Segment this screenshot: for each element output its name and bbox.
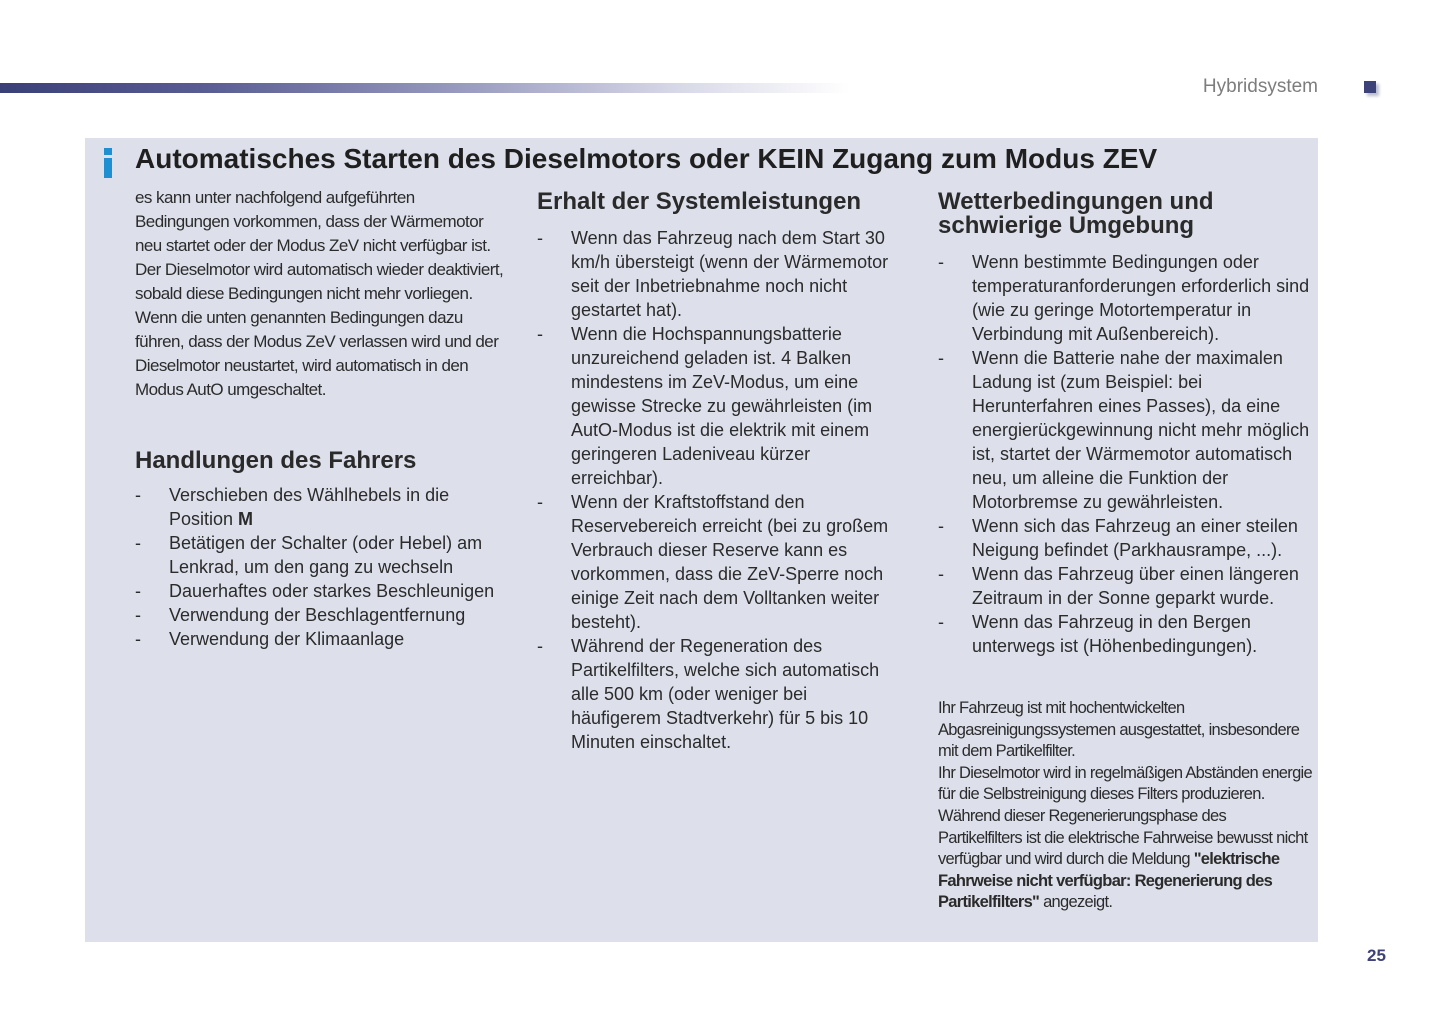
section-marker-square [1364, 81, 1376, 93]
list-item: - Wenn sich das Fahrzeug an einer steilen Neigung befindet (Parkhausrampe, ...). [938, 514, 1313, 562]
warning-message: "elektrische Fahrweise nicht verfügbar: Regenerierung des Partikelfilters" [938, 850, 1280, 912]
list-item: - Dauerhaftes oder starkes Beschleunigen [135, 579, 505, 603]
list-item: - Verschieben des Wählhebels in die Position M [135, 483, 505, 531]
list-item: - Verwendung der Beschlagentfernung [135, 603, 505, 627]
note-paragraph: Während dieser Regenerierungsphase des Partikelfilters ist die elektrische Fahrweise bewusst nicht verfügbar und wird durch die Meldung "elektrische Fahrweise nicht verfügbar: Regenerierung des Partikelfilters" angezeigt. [938, 806, 1308, 912]
column-weather [938, 186, 1313, 914]
page-number: 25 [1367, 946, 1386, 965]
heading-driver-actions: Handlungen des Fahrers [135, 447, 417, 474]
list-item: - Verwendung der Klimaanlage [135, 627, 505, 651]
section-title: Hybridsystem [1202, 76, 1318, 97]
list-item: - Wenn das Fahrzeug in den Bergen unterwegs ist (Höhenbedingungen). [938, 610, 1313, 658]
list-item: - Wenn das Fahrzeug über einen längeren Zeitraum in der Sonne geparkt wurde. [938, 562, 1313, 610]
note-paragraph: Ihr Dieselmotor wird in regelmäßigen Abständen energie für die Selbstreinigung dieses Filters produzieren. [938, 763, 1312, 804]
intro-paragraph: Der Dieselmotor wird automatisch wieder deaktiviert, sobald diese Bedingungen nicht mehr vorliegen. [135, 260, 504, 303]
list-item: - Wenn das Fahrzeug nach dem Start 30 km/h übersteigt (wenn der Wärmemotor seit der Inbetriebnahme noch nicht gestartet hat). [537, 226, 902, 322]
weather-list [938, 250, 1313, 658]
intro-paragraph: Wenn die unten genannten Bedingungen dazu führen, dass der Modus ZeV verlassen wird und der Dieselmotor neustartet, wird automatisch in den Modus AutO umgeschaltet. [135, 308, 499, 399]
particle-filter-note [938, 698, 1313, 914]
note-paragraph: Ihr Fahrzeug ist mit hochentwickelten Abgasreinigungssystemen ausgestattet, insbesondere mit dem Partikelfilter. [938, 699, 1300, 761]
list-item: - Betätigen der Schalter (oder Hebel) am Lenkrad, um den gang zu wechseln [135, 531, 505, 579]
info-icon [101, 148, 115, 178]
page-title: Automatisches Starten des Dieselmotors oder KEIN Zugang zum Modus ZEV [135, 143, 1158, 174]
list-item: - Wenn die Hochspannungsbatterie unzureichend geladen ist. 4 Balken mindestens im ZeV-Modus, um eine gewisse Strecke zu gewährleisten (im AutO-Modus ist die elektrik mit einem geringeren Ladeniveau kürzer erreichbar). [537, 322, 902, 490]
list-item: - Wenn die Batterie nahe der maximalen Ladung ist (zum Beispiel: bei Herunterfahren eines Passes), da eine energierückgewinnung nicht mehr möglich ist, startet der Wärmemotor automatisch neu, um alleine die Funktion der Motorbremse zu gewährleisten. [938, 346, 1313, 514]
column-conditions [135, 186, 505, 651]
list-item: - Wenn bestimmte Bedingungen oder temperaturanforderungen erforderlich sind (wie zu geringe Motortemperatur in Verbindung mit Außenbereich). [938, 250, 1313, 346]
column-system-performance [537, 186, 902, 754]
intro-paragraph: es kann unter nachfolgend aufgeführten Bedingungen vorkommen, dass der Wärmemotor neu startet oder der Modus ZeV nicht verfügbar ist. [135, 188, 491, 255]
system-performance-list [537, 226, 902, 754]
heading-weather: Wetterbedingungen und schwierige Umgebung [938, 188, 1214, 239]
header-gradient-bar [0, 83, 850, 93]
driver-actions-list [135, 483, 505, 651]
list-item: - Während der Regeneration des Partikelfilters, welche sich automatisch alle 500 km (oder weniger bei häufigerem Stadtverkehr) für 5 bis 10 Minuten einschaltet. [537, 634, 902, 754]
heading-system-performance: Erhalt der Systemleistungen [537, 188, 862, 215]
list-item: - Wenn der Kraftstoffstand den Reservebereich erreicht (bei zu großem Verbrauch dieser Reserve kann es vorkommen, dass die ZeV-Sperre noch einige Zeit nach dem Volltanken weiter besteht). [537, 490, 902, 634]
